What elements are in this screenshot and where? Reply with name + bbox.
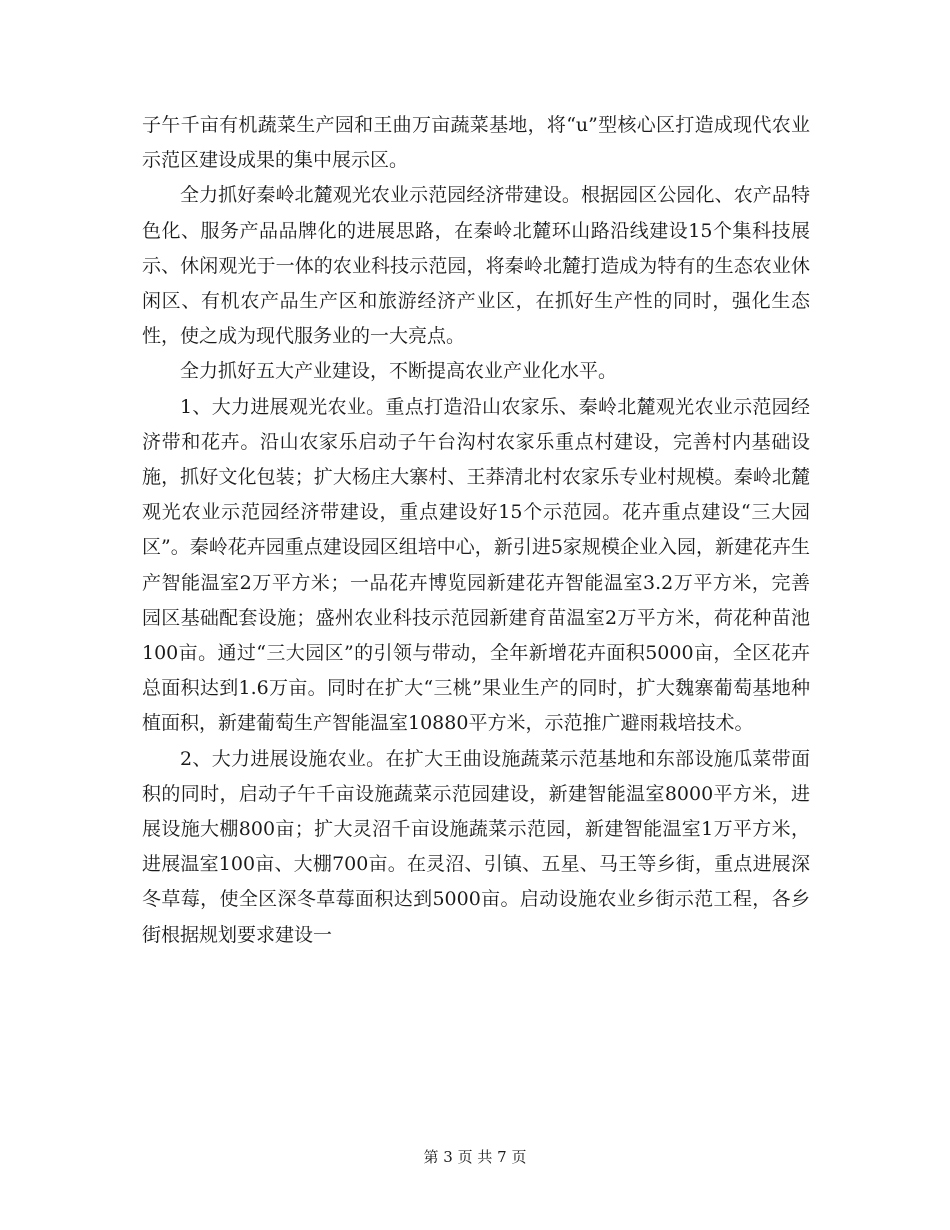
paragraph-qinling-economic-belt: 全力抓好秦岭北麓观光农业示范园经济带建设。根据园区公园化、农产品特色化、服务产品品牌化的进展思路，在秦岭北麓环山路沿线建设15个集科技展示、休闲观光于一体的农业科技示范园，将秦岭北麓打造成为特有的生态农业休闲区、有机农产品生产区和旅游经济产业区，在抓好生产性的同时，强化生态性，使之成为现代服务业的一大亮点。	[142, 184, 810, 348]
paragraph-five-industries: 全力抓好五大产业建设，不断提高农业产业化水平。	[180, 360, 618, 383]
page-footer	[0, 1147, 950, 1167]
document-body	[142, 108, 810, 953]
page-number: 第 3 页 共 7 页	[423, 1148, 527, 1166]
paragraph-continuation: 子午千亩有机蔬菜生产园和王曲万亩蔬菜基地，将“u”型核心区打造成现代农业示范区建设成果的集中展示区。	[142, 114, 810, 172]
paragraph-facility-agriculture: 2、大力进展设施农业。在扩大王曲设施蔬菜示范基地和东部设施瓜菜带面积的同时，启动子午千亩设施蔬菜示范园建设，新建智能温室8000平方米，进展设施大棚800亩；扩大灵沼千亩设施蔬菜示范园，新建智能温室1万平方米，进展温室100亩、大棚700亩。在灵沼、引镇、五星、马王等乡街，重点进展深冬草莓，使全区深冬草莓面积达到5000亩。启动设施农业乡街示范工程，各乡街根据规划要求建设一	[142, 747, 810, 946]
paragraph-sightseeing-agriculture: 1、大力进展观光农业。重点打造沿山农家乐、秦岭北麓观光农业示范园经济带和花卉。沿山农家乐启动子午台沟村农家乐重点村建设，完善村内基础设施，抓好文化包装；扩大杨庄大寨村、王莽清北村农家乐专业村规模。秦岭北麓观光农业示范园经济带建设，重点建设好15个示范园。花卉重点建设“三大园区”。秦岭花卉园重点建设园区组培中心，新引进5家规模企业入园，新建花卉生产智能温室2万平方米；一品花卉博览园新建花卉智能温室3.2万平方米，完善园区基础配套设施；盛州农业科技示范园新建育苗温室2万平方米，荷花种苗池100亩。通过“三大园区”的引领与带动，全年新增花卉面积5000亩，全区花卉总面积达到1.6万亩。同时在扩大“三桃”果业生产的同时，扩大魏寨葡萄基地种植面积，新建葡萄生产智能温室10880平方米，示范推广避雨栽培技术。	[142, 395, 810, 735]
